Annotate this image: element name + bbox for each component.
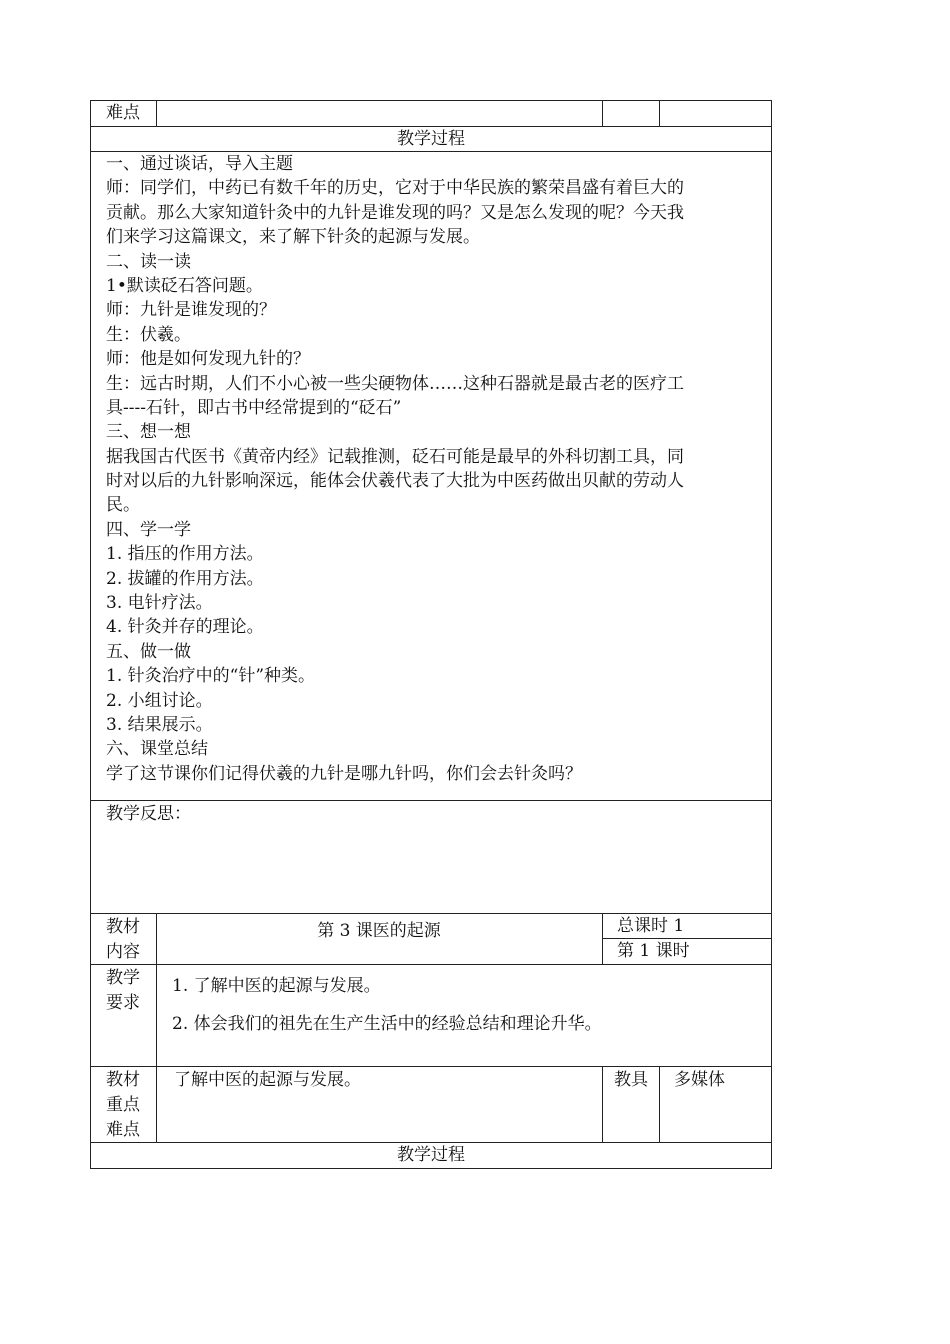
- content-label-line1: 教材: [106, 917, 140, 937]
- process-line: 时对以后的九针影响深远，能体会伏羲代表了大批为中医药做出贝献的劳动人: [106, 471, 684, 492]
- lesson-title: 第 3 课医的起源: [317, 921, 441, 941]
- process-line: 们来学习这篇课文，来了解下针灸的起源与发展。: [106, 227, 480, 248]
- process-line: 学了这节课你们记得伏羲的九针是哪九针吗，你们会去针灸吗？: [106, 763, 582, 784]
- process-line: 二、读一读: [106, 251, 191, 272]
- key-label-line3: 难点: [106, 1120, 140, 1140]
- process-line: 三、想一想: [106, 422, 191, 443]
- content-label-line2: 内容: [106, 942, 140, 962]
- process-line: 六、课堂总结: [106, 739, 208, 760]
- process-line: 四、学一学: [106, 519, 191, 540]
- process-line: 1. 指压的作用方法。: [106, 544, 264, 565]
- tools-value: 多媒体: [674, 1070, 725, 1090]
- key-label-line1: 教材: [106, 1070, 140, 1090]
- process-header: 教学过程: [397, 129, 465, 149]
- difficulty-label: 难点: [106, 103, 140, 123]
- process-line: 一、通过谈话，导入主题: [106, 154, 293, 174]
- process-line: 3. 结果展示。: [106, 714, 213, 735]
- process-line: 2. 小组讨论。: [106, 690, 213, 711]
- process-line: 据我国古代医书《黄帝内经》记载推测，砭石可能是最早的外科切割工具，同: [106, 446, 684, 467]
- key-points: 了解中医的起源与发展。: [174, 1070, 361, 1090]
- process-line: 生：伏羲。: [106, 324, 191, 345]
- process-line: 具----石针，即古书中经常提到的“砭石”: [106, 397, 402, 418]
- process-line: 师：他是如何发现九针的？: [106, 349, 310, 370]
- requirement-item: 1. 了解中医的起源与发展。: [172, 976, 381, 996]
- process-line: 民。: [106, 495, 140, 516]
- key-label-line2: 重点: [106, 1095, 140, 1115]
- process-line: 生：远古时期，人们不小心被一些尖硬物体……这种石器就是最古老的医疗工: [106, 373, 684, 394]
- process-line: 五、做一做: [106, 641, 191, 662]
- requirements-label-line2: 要求: [106, 993, 140, 1013]
- reflection-label: 教学反思：: [106, 804, 191, 824]
- process-content: [106, 152, 766, 786]
- process-line: 1•默读砭石答问题。: [106, 275, 263, 296]
- process-line: 3. 电针疗法。: [106, 593, 213, 614]
- total-hours: 总课时 1: [617, 916, 685, 936]
- process-line: 1. 针灸治疗中的“针”种类。: [106, 666, 316, 687]
- process-line: 贡献。那么大家知道针灸中的九针是谁发现的吗？又是怎么发现的呢？今天我: [106, 202, 684, 223]
- process-line: 师：同学们，中药已有数千年的历史，它对于中华民族的繁荣昌盛有着巨大的: [106, 178, 684, 199]
- current-hour: 第 1 课时: [617, 941, 690, 961]
- tools-label: 教具: [614, 1070, 648, 1090]
- process-line: 师：九针是谁发现的？: [106, 300, 276, 321]
- process-line: 2. 拔罐的作用方法。: [106, 568, 264, 589]
- requirements-label-line1: 教学: [106, 968, 140, 988]
- requirement-item: 2. 体会我们的祖先在生产生活中的经验总结和理论升华。: [172, 1014, 602, 1034]
- process-line: 4. 针灸并存的理论。: [106, 617, 264, 638]
- process-header-bottom: 教学过程: [397, 1145, 465, 1165]
